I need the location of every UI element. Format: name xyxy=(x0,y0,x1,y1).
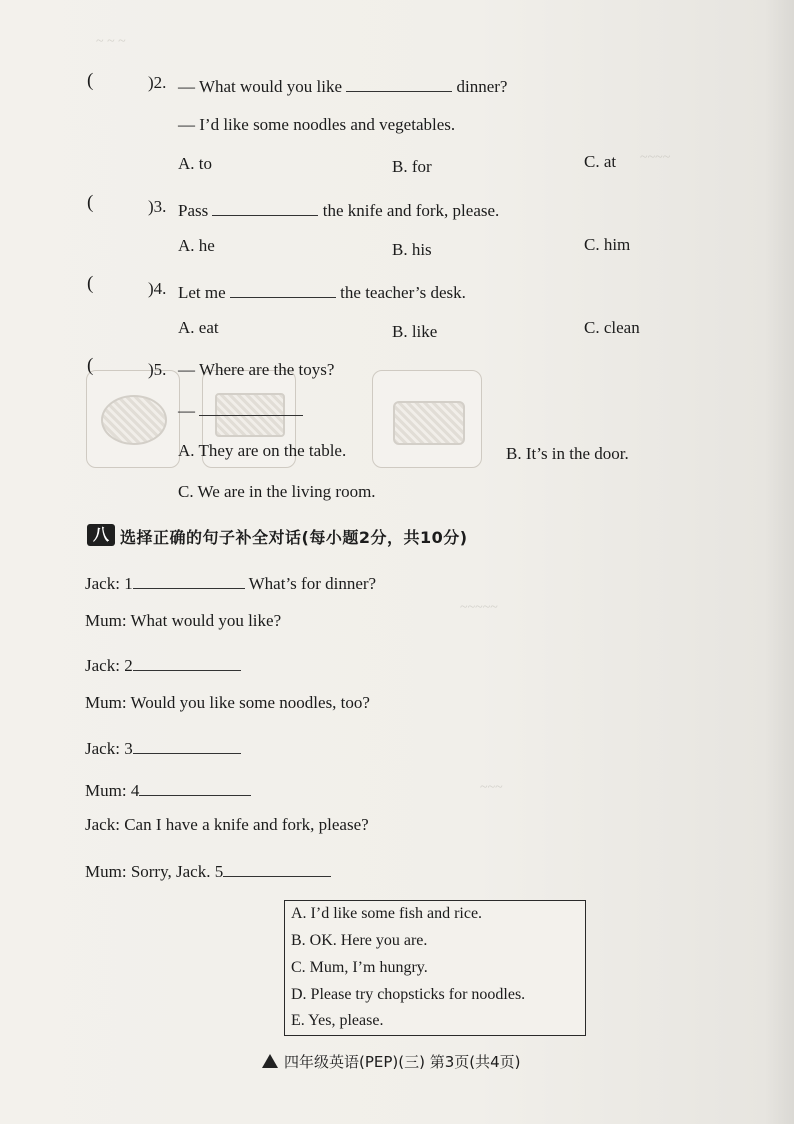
answer-paren: ( xyxy=(87,273,94,294)
question-stem: Pass the knife and fork, please. xyxy=(178,197,499,221)
bleed-through-mark: ~~~~ xyxy=(640,150,671,165)
answer-option-d: D. Please try chopsticks for noodles. xyxy=(291,986,526,1003)
question-number: )4. xyxy=(148,279,167,298)
answer-paren: ( xyxy=(87,355,94,376)
bleed-through-mark: ~ ~ ~ xyxy=(96,34,126,49)
question-number: )5. xyxy=(148,360,167,379)
answer-blank[interactable] xyxy=(212,197,318,216)
question-stem: — Where are the toys? xyxy=(178,360,335,379)
answer-option-e: E. Yes, please. xyxy=(291,1012,384,1029)
option-a: A. to xyxy=(178,154,212,173)
dialogue-line-7: Jack: Can I have a knife and fork, please? xyxy=(85,815,369,834)
dialogue-line-4: Mum: Would you like some noodles, too? xyxy=(85,693,370,712)
answer-options-box xyxy=(284,900,586,1036)
option-c: C. at xyxy=(584,152,617,171)
answer-paren: ( xyxy=(87,192,94,213)
answer-blank[interactable] xyxy=(133,652,241,671)
dialogue-line-5: Jack: 3 xyxy=(85,735,241,759)
section-badge: 八 xyxy=(87,524,115,546)
answer-option-a: A. I’d like some fish and rice. xyxy=(291,905,483,922)
section-title: 选择正确的句子补全对话(每小题2分，共10分) xyxy=(120,528,468,547)
answer-blank[interactable] xyxy=(199,397,303,416)
option-a: A. he xyxy=(178,236,215,255)
page-footer xyxy=(262,1051,521,1072)
answer-blank[interactable] xyxy=(346,73,452,92)
question-number: )3. xyxy=(148,197,167,216)
option-b: B. his xyxy=(392,240,432,259)
dialogue-line-1: Jack: 1 What’s for dinner? xyxy=(85,570,376,594)
option-a: A. eat xyxy=(178,318,219,337)
dialogue-line-2: Mum: What would you like? xyxy=(85,611,282,630)
page-edge-shadow xyxy=(764,0,794,1124)
question-reply: — I’d like some noodles and vegetables. xyxy=(178,115,456,134)
question-stem: — What would you like dinner? xyxy=(178,73,507,97)
option-b: B. like xyxy=(392,322,438,341)
option-c: C. clean xyxy=(584,318,640,337)
footer-text: 四年级英语(PEP)(三) 第3页(共4页) xyxy=(284,1053,521,1071)
option-c: C. him xyxy=(584,235,631,254)
option-b: B. It’s in the door. xyxy=(506,444,629,463)
answer-blank[interactable] xyxy=(133,735,241,754)
dialogue-line-6: Mum: 4 xyxy=(85,777,251,801)
dialogue-line-3: Jack: 2 xyxy=(85,652,241,676)
bleed-through-mark: ~~~ xyxy=(480,780,503,795)
answer-paren: ( xyxy=(87,70,94,91)
question-number: )2. xyxy=(148,73,167,92)
option-a: A. They are on the table. xyxy=(178,441,347,460)
option-c: C. We are in the living room. xyxy=(178,482,376,501)
answer-blank[interactable] xyxy=(223,858,331,877)
bleed-through-mark: ~~~~~ xyxy=(460,600,498,615)
option-b: B. for xyxy=(392,157,432,176)
answer-blank[interactable] xyxy=(230,279,336,298)
answer-blank[interactable] xyxy=(139,777,251,796)
picture-plate-1 xyxy=(86,370,180,468)
answer-option-b: B. OK. Here you are. xyxy=(291,932,428,949)
question-stem: Let me the teacher’s desk. xyxy=(178,279,466,303)
answer-blank[interactable] xyxy=(133,570,245,589)
publisher-logo-icon xyxy=(262,1054,278,1068)
picture-plate-3 xyxy=(372,370,482,468)
answer-option-c: C. Mum, I’m hungry. xyxy=(291,959,428,976)
answer-line: — xyxy=(178,397,303,421)
dialogue-line-8: Mum: Sorry, Jack. 5 xyxy=(85,858,331,882)
